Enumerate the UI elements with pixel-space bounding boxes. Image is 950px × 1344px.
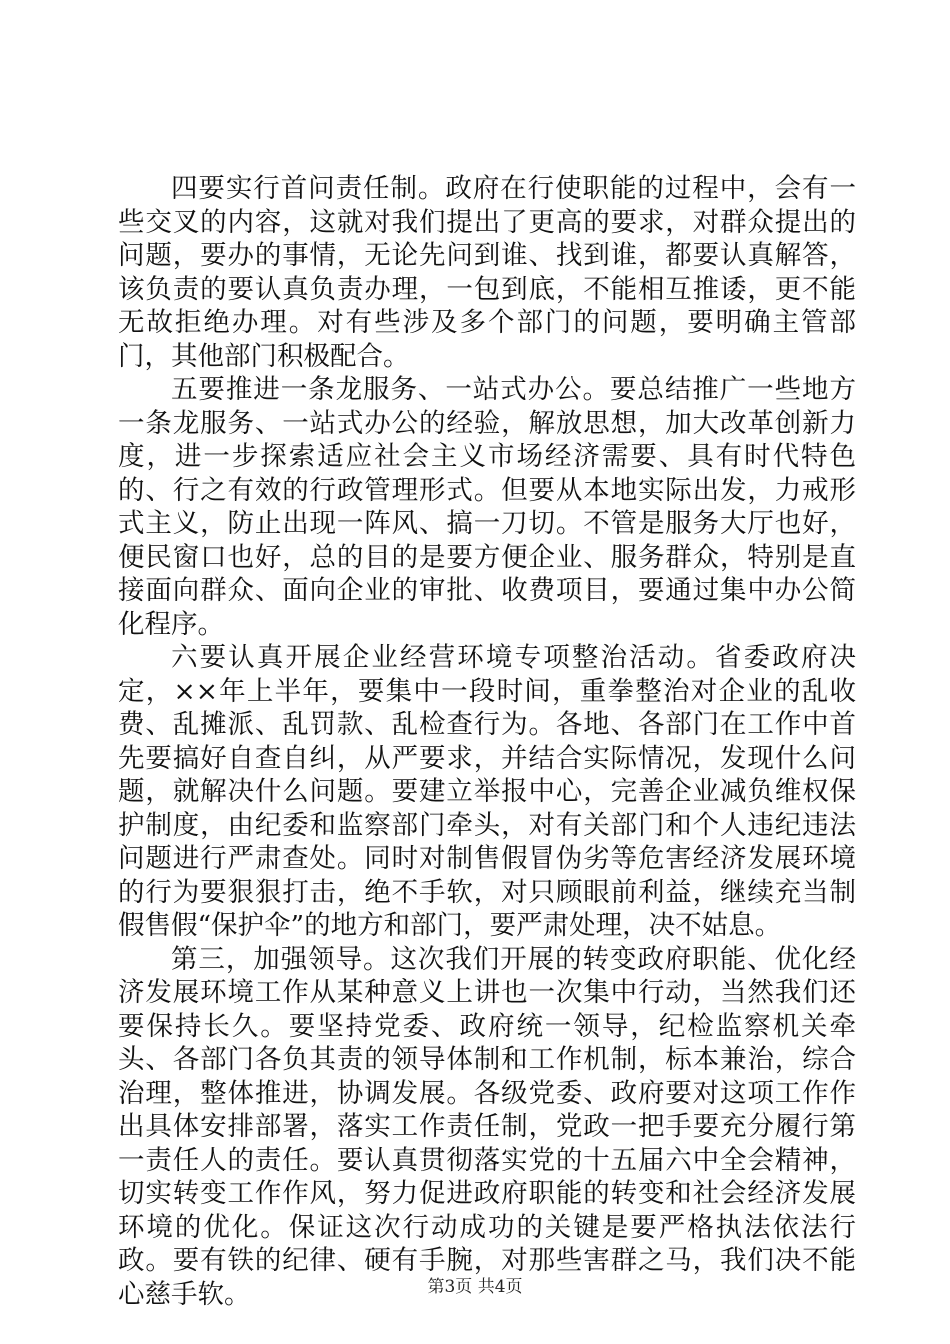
paragraph-point-five: 五要推进一条龙服务、一站式办公。要总结推广一些地方一条龙服务、一站式办公的经验，解放思想，加大改革创新力度，进一步探索适应社会主义市场经济需要、具有时代特色的、行之有效的行政管理形式。但要从本地实际出发，力戒形式主义，防止出现一阵风、搞一刀切。不管是服务大厅也好，便民窗口也好，总的目的是要方便企业、服务群众，特别是直接面向群众、面向企业的审批、收费项目，要通过集中办公简化程序。 <box>118 374 856 640</box>
paragraph-point-four: 四要实行首问责任制。政府在行使职能的过程中，会有一些交叉的内容，这就对我们提出了更高的要求，对群众提出的问题，要办的事情，无论先问到谁、找到谁，都要认真解答，该负责的要认真负责办理，一包到底，不能相互推诿，更不能无故拒绝办理。对有些涉及多个部门的问题，要明确主管部门，其他部门积极配合。 <box>118 173 856 372</box>
page-number-footer: 第3页 共4页 <box>427 1277 523 1297</box>
paragraph-point-six: 六要认真开展企业经营环境专项整治活动。省委政府决定，××年上半年，要集中一段时间，重拳整治对企业的乱收费、乱摊派、乱罚款、乱检查行为。各地、各部门在工作中首先要搞好自查自纠，从严要求，并结合实际情况，发现什么问题，就解决什么问题。要建立举报中心，完善企业减负维权保护制度，由纪委和监察部门牵头，对有关部门和个人违纪违法问题进行严肃查处。同时对制售假冒伪劣等危害经济发展环境的行为要狠狠打击，绝不手软，对只顾眼前利益，继续充当制假售假“保护伞”的地方和部门，要严肃处理，决不姑息。 <box>118 642 856 941</box>
paragraph-section-three: 第三，加强领导。这次我们开展的转变政府职能、优化经济发展环境工作从某种意义上讲也一次集中行动，当然我们还要保持长久。要坚持党委、政府统一领导，纪检监察机关牵头、各部门各负其责的领导体制和工作机制，标本兼治，综合治理，整体推进，协调发展。各级党委、政府要对这项工作作出具体安排部署，落实工作责任制，党政一把手要充分履行第一责任人的责任。要认真贯彻落实党的十五届六中全会精神，切实转变工作作风，努力促进政府职能的转变和社会经济发展环境的优化。保证这次行动成功的关键是要严格执法依法行政。要有铁的纪律、硬有手腕，对那些害群之马，我们决不能心慈手软。 <box>118 943 856 1310</box>
document-body <box>118 172 856 1311</box>
